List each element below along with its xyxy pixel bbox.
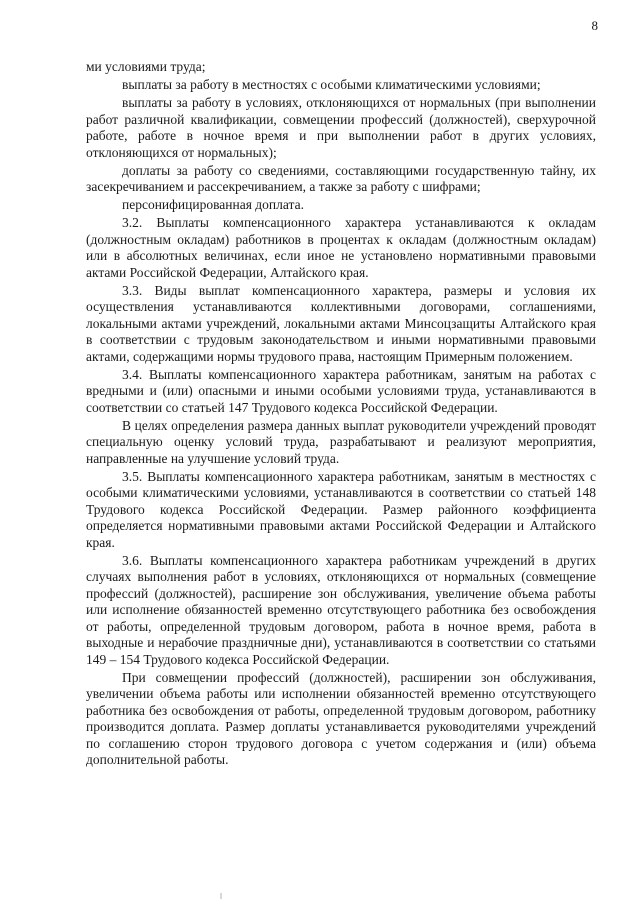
- clause-3-2: 3.2. Выплаты компенсационного характера устанавливаются к окладам (должностным окладам) работников в процентах к окладам (должностным окладам) или в абсолютных величинах, если иное не установлено нормативными правовыми актами Российской Федерации, Алтайского края.: [86, 215, 596, 280]
- list-item-state-secret: доплаты за работу со сведениями, составляющими государственную тайну, их засекречиванием и рассекречиванием, а также за работу с шифрами;: [86, 162, 596, 194]
- document-body: [86, 59, 596, 770]
- clause-3-4: 3.4. Выплаты компенсационного характера работникам, занятым на работах с вредными и (или) опасными и иными особыми условиями труда, устанавливаются в соответствии со статьей 147 Трудового кодекса Российской Федерации.: [86, 366, 596, 415]
- list-item-abnormal-conditions: выплаты за работу в условиях, отклоняющихся от нормальных (при выполнении работ различной квалификации, совмещении профессий (должностей), сверхурочной работе, работе в ночное время и при выполнении работ в других условиях, отклоняющихся от нормальных);: [86, 95, 596, 160]
- clause-3-5: 3.5. Выплаты компенсационного характера работникам, занятым в местностях с особыми климатическими условиями, устанавливаются в соответствии со статьей 148 Трудового кодекса Российской Федерации. Размер районного коэффициента определяется нормативными правовыми актами Российской Федерации и Алтайского края.: [86, 468, 596, 550]
- clause-3-4-assessment: В целях определения размера данных выплат руководители учреждений проводят специальную оценку условий труда, разрабатывают и реализуют мероприятия, направленные на улучшение условий труда.: [86, 417, 596, 466]
- list-item-climate-payments: выплаты за работу в местностях с особыми климатическими условиями;: [122, 77, 541, 92]
- clause-3-6-combination: При совмещении профессий (должностей), расширении зон обслуживания, увеличении объема работы или исполнении обязанностей временно отсутствующего работника без освобождения от работы, определенной трудовым договором, работнику производится доплата. Размер доплаты устанавливается руководителями учреждений по соглашению сторон трудового договора с учетом содержания и (или) объема дополнительной работы.: [86, 669, 596, 767]
- page-number: 8: [591, 18, 598, 33]
- list-item-personal-bonus: персонифицированная доплата.: [122, 197, 304, 212]
- clause-3-3: 3.3. Виды выплат компенсационного характера, размеры и условия их осуществления устанавливаются коллективными договорами, соглашениями, локальными актами учреждений, локальными актами Минсоцзащиты Алтайского края в соответствии с трудовым законодательством и иными нормативными правовыми актами, содержащими нормы трудового права, настоящим Примерным положением.: [86, 282, 596, 364]
- clause-3-6: 3.6. Выплаты компенсационного характера работникам учреждений в других случаях выполнения работ в условиях, отклоняющихся от нормальных (совмещение профессий (должностей), расширение зон обслуживания, увеличение объема работы или исполнение обязанностей временно отсутствующего работника без освобождения от работы, определенной трудовым договором, работа в ночное время, работа в выходные и нерабочие праздничные дни), устанавливаются в соответствии со статьями 149 – 154 Трудового кодекса Российской Федерации.: [86, 552, 596, 667]
- paragraph-continuation: ми условиями труда;: [86, 59, 206, 74]
- scan-artifact: [220, 893, 222, 899]
